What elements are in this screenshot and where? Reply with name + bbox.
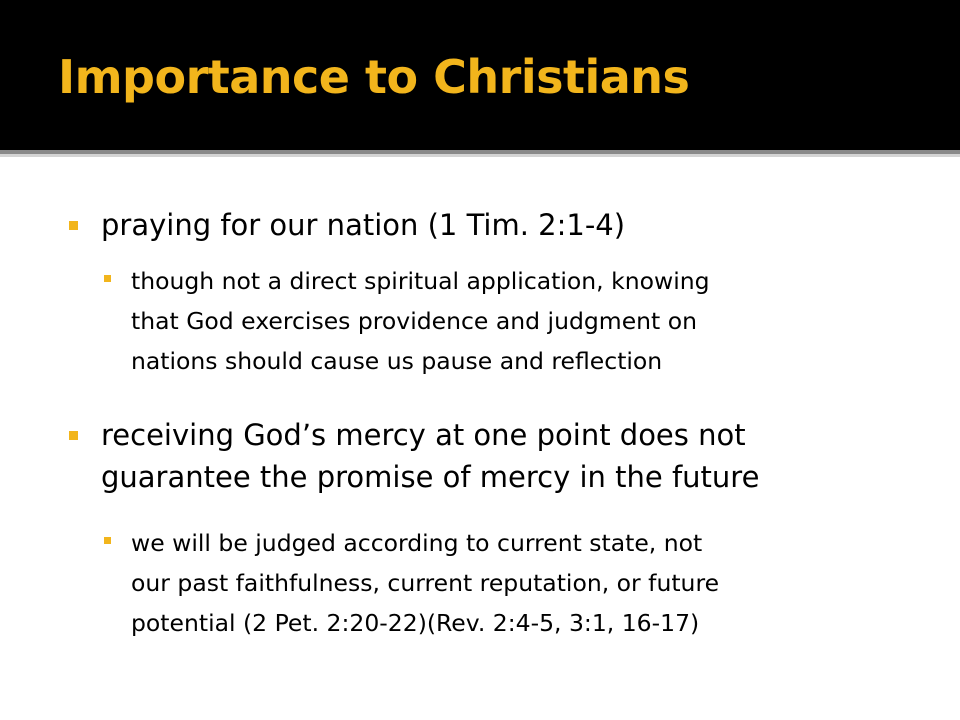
bullet-2-line-2: guarantee the promise of mercy in the future [101, 460, 760, 494]
bullet-marker-2 [69, 431, 78, 440]
title-bar [0, 0, 960, 150]
slide-title: Importance to Christians [58, 50, 690, 104]
title-divider-highlight [0, 154, 960, 157]
bullet-marker-1 [69, 221, 78, 230]
bullet-2-line-1: receiving God’s mercy at one point does not [101, 418, 746, 452]
sub-bullet-2 [131, 523, 941, 643]
sub-bullet-2-line-1: we will be judged according to current state, not [131, 529, 703, 557]
sub-bullet-marker-2 [104, 537, 111, 544]
sub-bullet-2-line-3: potential (2 Pet. 2:20-22)(Rev. 2:4-5, 3:1, 16-17) [131, 609, 700, 637]
sub-bullet-1-line-3: nations should cause us pause and reflection [131, 347, 663, 375]
sub-bullet-2-line-2: our past faithfulness, current reputation, or future [131, 569, 720, 597]
sub-bullet-marker-1 [104, 275, 111, 282]
bullet-1-text: praying for our nation (1 Tim. 2:1-4) [101, 208, 626, 242]
sub-bullet-1 [131, 261, 921, 381]
bullet-1 [101, 204, 921, 246]
sub-bullet-1-line-1: though not a direct spiritual application, knowing [131, 267, 710, 295]
bullet-2 [101, 414, 921, 498]
sub-bullet-1-line-2: that God exercises providence and judgment on [131, 307, 697, 335]
